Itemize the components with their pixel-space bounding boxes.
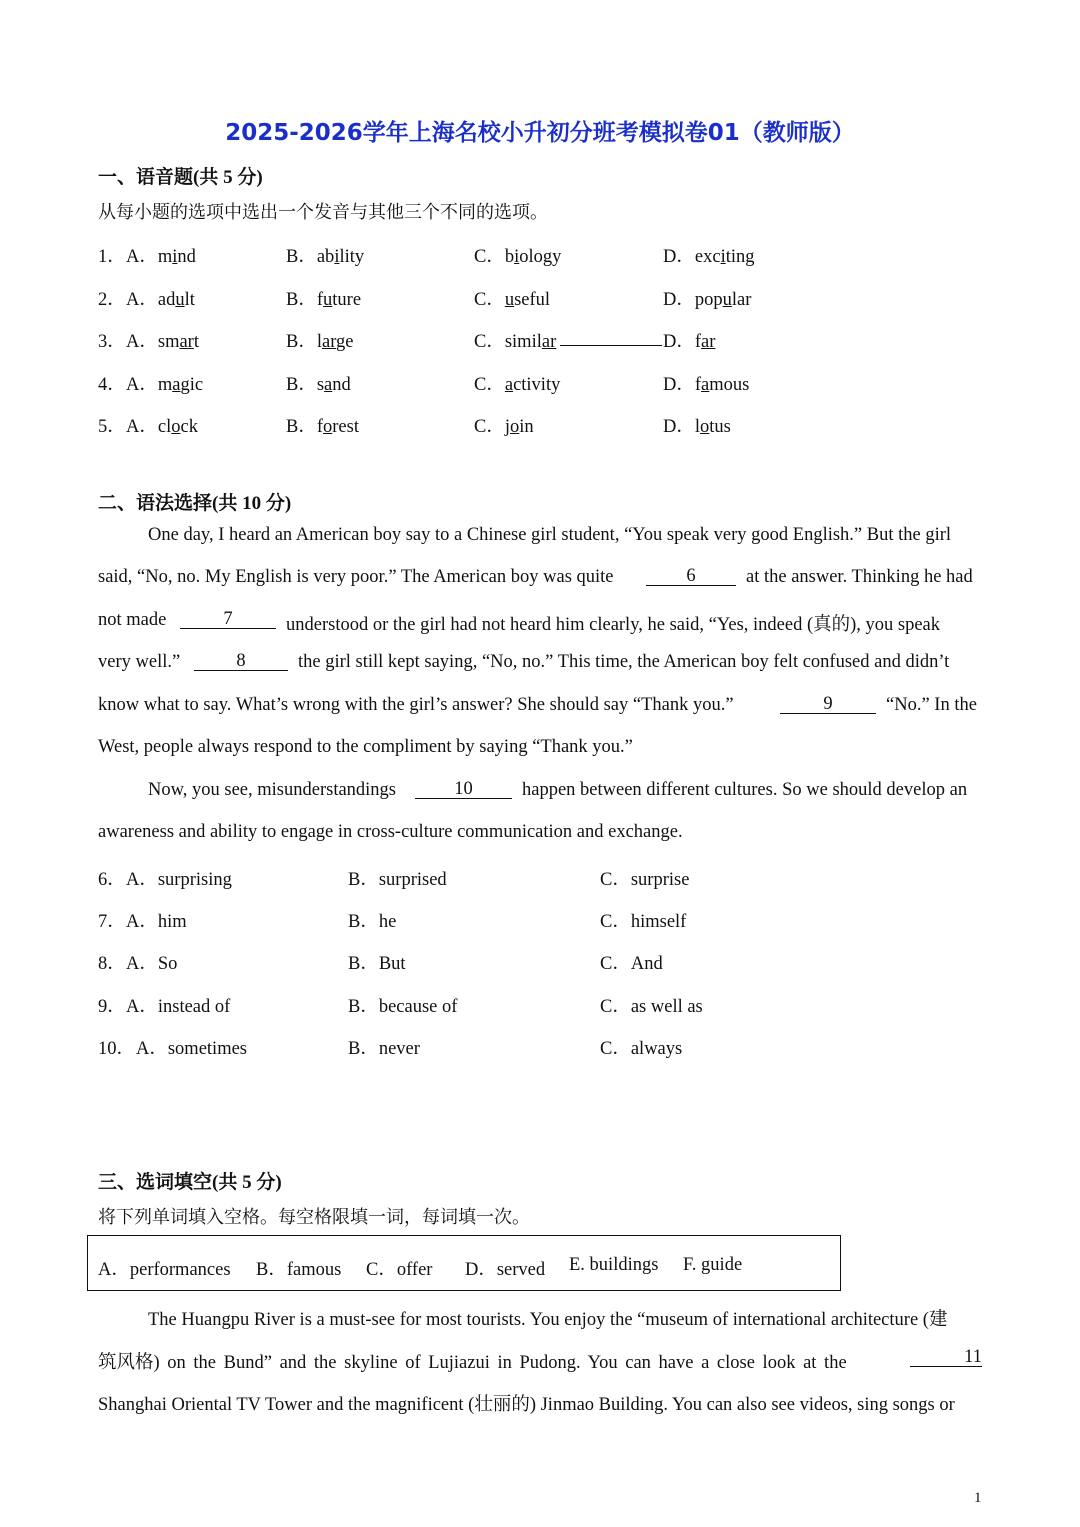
section2-heading: 二、语法选择(共 10 分) — [98, 493, 292, 514]
option-text: f — [694, 332, 702, 352]
answer-option — [474, 327, 556, 353]
underlined-letters: a — [504, 375, 514, 395]
answer-option — [474, 242, 561, 268]
underlined-letters: u — [175, 290, 185, 310]
option-text: l — [316, 332, 322, 352]
option-text: tus — [709, 417, 731, 437]
option-text: C． — [474, 332, 505, 352]
answer-option — [663, 242, 754, 268]
answer-option: C．And — [600, 954, 663, 974]
passage2-line: at the answer. Thinking he had — [746, 567, 973, 587]
option-text: B． — [286, 290, 317, 310]
underlined-letters: i — [334, 247, 340, 267]
passage2-line: awareness and ability to engage in cross-culture communication and exchange. — [98, 822, 683, 842]
answer-option — [126, 412, 198, 438]
question-number: 9． — [98, 997, 126, 1017]
answer-option — [663, 327, 715, 353]
underlined-letters: a — [701, 375, 710, 395]
option-text: in — [519, 417, 534, 437]
underlined-letters: i — [514, 247, 520, 267]
option-text: nd — [332, 375, 351, 395]
option-text: t — [193, 332, 199, 352]
question-number: 2． — [98, 290, 126, 310]
question-number: 8． — [98, 954, 126, 974]
blank-10: 10 — [415, 780, 512, 799]
passage2-line: understood or the girl had not heard him clearly, he said, “Yes, indeed (真的), you speak — [286, 615, 941, 635]
underlined-letters: o — [171, 417, 181, 437]
passage2-line: not made — [98, 610, 167, 630]
option-text: exc — [694, 247, 721, 267]
option-text: j — [504, 417, 510, 437]
question-number: 3． — [98, 332, 126, 352]
section1-instruction: 从每小题的选项中选出一个发音与其他三个不同的选项。 — [98, 202, 548, 222]
option-text: D． — [663, 332, 695, 352]
answer-option: B．But — [348, 954, 406, 974]
option-text: f — [694, 375, 702, 395]
answer-option: B．he — [348, 912, 397, 932]
underlined-letters: o — [700, 417, 710, 437]
section1-heading: 一、语音题(共 5 分) — [98, 167, 263, 188]
underlined-letters: ar — [179, 332, 194, 352]
underlined-letters: u — [323, 290, 333, 310]
answer-option: C．as well as — [600, 997, 703, 1017]
passage2-line: very well.” — [98, 652, 181, 672]
option-text: m — [157, 247, 173, 267]
answer-option — [663, 370, 749, 396]
answer-option — [286, 285, 361, 311]
word-option: F. guide — [683, 1255, 743, 1275]
answer-option — [286, 242, 364, 268]
option-text: A． — [126, 375, 158, 395]
option-text: m — [157, 375, 173, 395]
answer-option — [126, 285, 195, 311]
blank-7: 7 — [180, 610, 276, 629]
answer-option: A．instead of — [126, 997, 231, 1017]
option-text: lt — [184, 290, 195, 310]
option-text: pop — [694, 290, 723, 310]
option-text: mous — [709, 375, 750, 395]
answer-option: C．himself — [600, 912, 687, 932]
option-text: D． — [663, 375, 695, 395]
option-text: ting — [725, 247, 755, 267]
option-text: f — [316, 290, 324, 310]
answer-option — [474, 370, 560, 396]
option-text: seful — [514, 290, 551, 310]
underlined-letters: a — [172, 375, 181, 395]
option-text: f — [316, 417, 324, 437]
blank-11: 11 — [910, 1348, 982, 1367]
option-text: nd — [177, 247, 196, 267]
option-text: s — [316, 375, 325, 395]
option-text: ture — [332, 290, 362, 310]
passage3-line: Shanghai Oriental TV Tower and the magnificent (壮丽的) Jinmao Building. You can also see videos, sing songs or — [98, 1395, 955, 1415]
underlined-letters: u — [722, 290, 732, 310]
answer-option: C．surprise — [600, 870, 690, 890]
option-text: A． — [126, 417, 158, 437]
passage3-line: The Huangpu River is a must-see for most tourists. You enjoy the “museum of international architecture (建 — [148, 1310, 948, 1330]
option-text: gic — [180, 375, 204, 395]
option-text: ology — [519, 247, 562, 267]
underlined-letters: ar — [701, 332, 716, 352]
section3-instruction: 将下列单词填入空格。每空格限填一词，每词填一次。 — [98, 1207, 530, 1227]
page-title: 2025-2026学年上海名校小升初分班考模拟卷01（教师版） — [225, 120, 855, 146]
option-text: b — [504, 247, 515, 267]
question-number: 10． — [98, 1039, 136, 1059]
option-text: l — [694, 417, 701, 437]
word-option: E. buildings — [569, 1255, 659, 1275]
option-text: C． — [474, 375, 505, 395]
option-text: D． — [663, 290, 695, 310]
answer-option — [286, 412, 359, 438]
option-text: D． — [663, 417, 695, 437]
option-text: sm — [157, 332, 180, 352]
underlined-letters: i — [172, 247, 178, 267]
option-text: ab — [316, 247, 335, 267]
option-text: simil — [504, 332, 542, 352]
passage2-line: said, “No, no. My English is very poor.” The American boy was quite — [98, 567, 614, 587]
answer-option: A．surprising — [126, 870, 232, 890]
underlined-letters: i — [720, 247, 726, 267]
answer-option: C．always — [600, 1039, 683, 1059]
option-text: B． — [286, 332, 317, 352]
page-number: 1 — [974, 1490, 982, 1506]
underlined-letters: u — [504, 290, 515, 310]
answer-option — [126, 370, 203, 396]
option-text: C． — [474, 417, 505, 437]
answer-option — [126, 327, 199, 353]
option-text: C． — [474, 290, 505, 310]
answer-option — [126, 242, 196, 268]
underline-rule — [560, 345, 662, 346]
option-text: lar — [731, 290, 752, 310]
passage2-line: One day, I heard an American boy say to a Chinese girl student, “You speak very good English.” But the girl — [148, 525, 952, 545]
passage2-line: know what to say. What’s wrong with the girl’s answer? She should say “Thank you.” — [98, 695, 734, 715]
option-text: B． — [286, 247, 317, 267]
word-option: C．offer — [366, 1260, 433, 1280]
blank-8: 8 — [194, 652, 288, 671]
answer-option: B．never — [348, 1039, 420, 1059]
passage2-line: happen between different cultures. So we should develop an — [522, 780, 968, 800]
word-option: B．famous — [256, 1260, 342, 1280]
option-text: lity — [339, 247, 365, 267]
answer-option: B．because of — [348, 997, 458, 1017]
underlined-letters: a — [324, 375, 333, 395]
answer-option — [286, 370, 351, 396]
section3-heading: 三、选词填空(共 5 分) — [98, 1172, 282, 1193]
answer-option: A．him — [126, 912, 187, 932]
question-number: 6． — [98, 870, 126, 890]
question-number: 7． — [98, 912, 126, 932]
option-text: cl — [157, 417, 172, 437]
passage2-line: “No.” In the — [886, 695, 977, 715]
option-text: A． — [126, 247, 158, 267]
answer-option: B．surprised — [348, 870, 447, 890]
answer-option — [663, 412, 731, 438]
underlined-letters: o — [509, 417, 520, 437]
underlined-letters: o — [323, 417, 333, 437]
answer-option — [663, 285, 751, 311]
option-text: ad — [157, 290, 176, 310]
answer-option — [474, 285, 550, 311]
blank-9: 9 — [780, 695, 876, 714]
passage3-line: 筑风格) on the Bund” and the skyline of Lujiazui in Pudong. You can have a close look at the — [98, 1353, 847, 1373]
option-text: C． — [474, 247, 505, 267]
answer-option: A．So — [126, 954, 178, 974]
question-number: 1． — [98, 247, 126, 267]
option-text: ck — [180, 417, 198, 437]
passage2-line: the girl still kept saying, “No, no.” This time, the American boy felt confused and didn’t — [298, 652, 950, 672]
option-text: rest — [332, 417, 359, 437]
question-number: 4． — [98, 375, 126, 395]
question-number: 5． — [98, 417, 126, 437]
option-text: ctivity — [513, 375, 561, 395]
passage2-line: Now, you see, misunderstandings — [148, 780, 397, 800]
word-option: A．performances — [98, 1260, 231, 1280]
option-text: ge — [336, 332, 354, 352]
blank-6: 6 — [646, 567, 736, 586]
underlined-letters: ar — [321, 332, 337, 352]
answer-option: A．sometimes — [136, 1039, 247, 1059]
underlined-letters: ar — [541, 332, 557, 352]
word-option: D．served — [465, 1260, 546, 1280]
option-text: B． — [286, 417, 317, 437]
option-text: B． — [286, 375, 317, 395]
answer-option — [286, 327, 354, 353]
option-text: D． — [663, 247, 695, 267]
option-text: A． — [126, 290, 158, 310]
passage2-line: West, people always respond to the compliment by saying “Thank you.” — [98, 737, 633, 757]
answer-option — [474, 412, 534, 438]
option-text: A． — [126, 332, 158, 352]
